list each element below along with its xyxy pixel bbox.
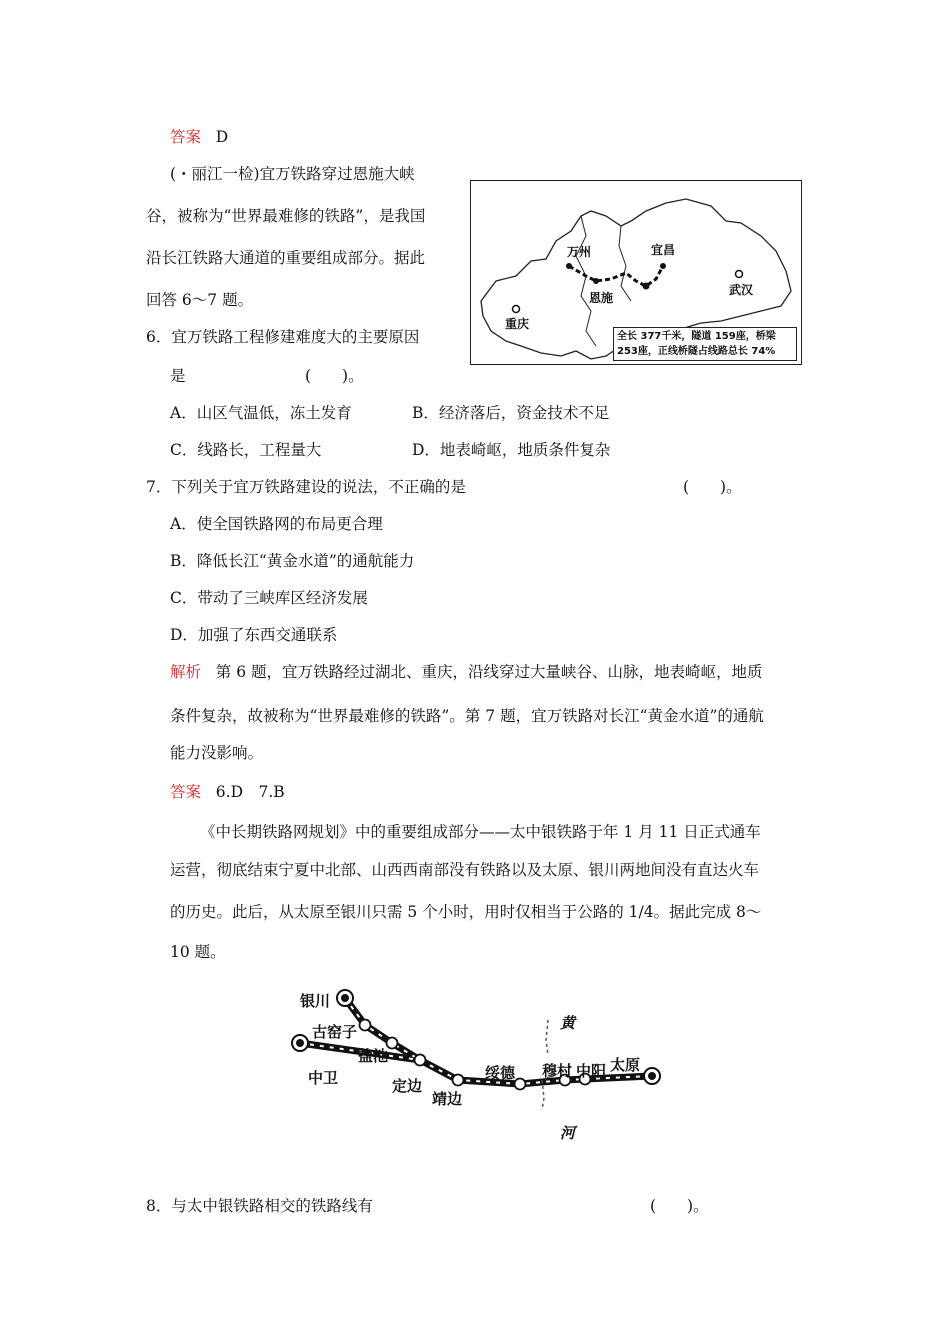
analysis-label: 解析 [170,663,202,681]
q8-blank: ( )。 [650,1197,709,1215]
label-he: 河 [560,1124,576,1142]
q7-option-c: C．带动了三峡库区经济发展 [170,589,368,607]
label-dingbian: 定边 [392,1077,423,1095]
q6-stem-2: 是 [170,367,186,385]
intro-b-line-4: 10 题。 [170,943,226,961]
intro-b-line-2: 运营，彻底结束宁夏中北部、山西西南部没有铁路以及太原、银川两地间没有直达火车 [170,861,760,879]
q7-stem: 7．下列关于宜万铁路建设的说法，不正确的是 [146,478,466,496]
q7-option-a: A．使全国铁路网的布局更合理 [170,515,383,533]
q7-option-d: D．加强了东西交通联系 [170,626,338,644]
q7-blank: ( )。 [683,478,742,496]
intro-a-line-1: (・丽江一检)宜万铁路穿过恩施大峡 [170,165,415,183]
intro-a-line-4: 回答 6～7 题。 [146,291,254,309]
q6-option-d: D．地表崎岖，地质条件复杂 [412,441,611,459]
label-yinchuan: 银川 [300,992,331,1010]
map-note: 全长 377千米，隧道 159座，桥梁 253座，正线桥隧占线路总长 74% [613,327,797,361]
wuhan-dot [736,271,743,278]
analysis-line-3: 能力没影响。 [170,744,264,762]
analysis-line-1: 解析 第 6 题，宜万铁路经过湖北、重庆，沿线穿过大量峡谷、山脉，地表崎岖，地质 [170,663,763,681]
q7-option-b: B．降低长江“黄金水道”的通航能力 [170,552,415,570]
intro-a-line-3: 沿长江铁路大通道的重要组成部分。据此 [146,249,426,267]
answer-label: 答案 [170,783,202,801]
q6-blank: ( )。 [305,367,364,385]
label-suide: 绥德 [485,1064,516,1082]
map-label-wuhan: 武汉 [729,283,754,297]
answer-value: 6.D 7.B [215,783,285,801]
label-guyaozi: 古窑子 [312,1023,358,1041]
answer-5 [170,127,228,147]
yiwan-railway-map [470,180,802,365]
answer-6-7 [170,782,285,802]
analysis-line-2: 条件复杂，故被称为“世界最难修的铁路”。第 7 题，宜万铁路对长江“黄金水道”的通航 [170,707,764,725]
label-zhongyang: 中阳 [576,1062,607,1080]
label-mucun: 穆村 [542,1062,573,1080]
label-jingbian: 靖边 [432,1090,463,1108]
q6-option-c: C．线路长，工程量大 [170,441,322,459]
intro-b-line-1: 《中长期铁路网规划》中的重要组成部分——太中银铁路于年 1 月 11 日正式通车 [200,823,761,841]
map-label-chongqing: 重庆 [505,317,530,331]
label-zhongwei: 中卫 [308,1069,339,1087]
label-taiyuan: 太原 [610,1056,641,1074]
q6-stem: 6．宜万铁路工程修建难度大的主要原因 [146,328,420,346]
q6-option-b: B．经济落后，资金技术不足 [412,404,610,422]
map-label-yichang: 宜昌 [651,243,676,257]
label-huang: 黄 [560,1014,576,1032]
answer-label: 答案 [170,128,202,146]
answer-value: D [215,128,229,146]
map-label-enshi: 恩施 [589,291,614,305]
intro-a-line-2: 谷，被称为“世界最难修的铁路”，是我国 [146,207,426,225]
wanzhou-dot [566,263,572,269]
taizhongyin-railway-diagram [280,980,680,1150]
intro-b-line-3: 的历史。此后，从太原至银川只需 5 个小时，用时仅相当于公路的 1/4。据此完成 8～ [170,903,762,921]
chongqing-dot [513,306,520,313]
q8-stem: 8．与太中银铁路相交的铁路线有 [146,1197,373,1215]
map-label-wanzhou: 万州 [567,245,592,259]
label-yanchi: 盐池 [358,1047,389,1065]
q6-option-a: A．山区气温低，冻土发育 [170,404,352,422]
